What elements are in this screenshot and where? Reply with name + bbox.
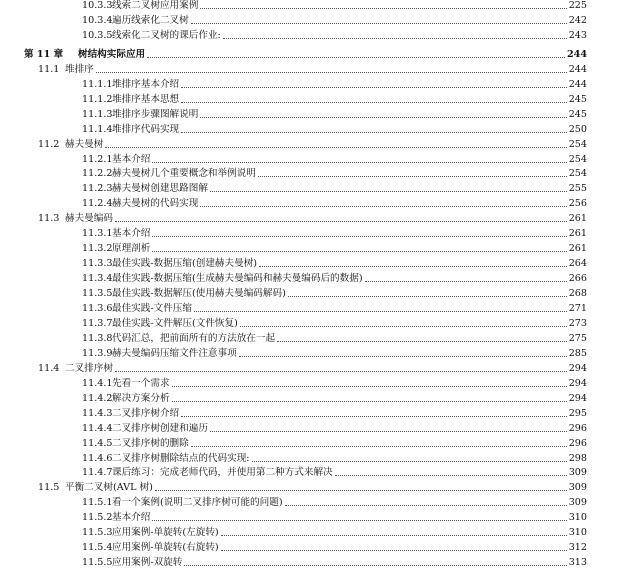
toc-entry-title: 树结构实际应用 xyxy=(78,48,146,60)
toc-dot-leader xyxy=(210,431,567,432)
toc-entry-title: 先看一个需求 xyxy=(112,377,170,389)
toc-entry-page-number: 256 xyxy=(568,198,587,210)
toc-dot-leader xyxy=(259,266,567,267)
toc-entry-page-number: 294 xyxy=(568,392,587,404)
toc-entry-number: 11.4.7 xyxy=(82,467,113,479)
toc-subsection-entry[interactable] xyxy=(82,420,587,435)
toc-subsection-entry[interactable] xyxy=(82,91,587,106)
toc-dot-leader xyxy=(152,162,566,163)
toc-entry-title: 最佳实践-文件解压(文件恢复) xyxy=(112,317,238,329)
toc-entry-number: 11.3.9 xyxy=(82,347,113,359)
toc-entry-page-number: 268 xyxy=(568,288,587,300)
toc-entry-page-number: 285 xyxy=(568,347,587,359)
toc-dot-leader xyxy=(96,72,567,73)
toc-entry-number: 11.5.4 xyxy=(82,542,113,554)
toc-entry-number: 11.1.4 xyxy=(82,123,113,135)
toc-dot-leader xyxy=(191,23,567,24)
toc-subsection-entry[interactable] xyxy=(82,270,587,285)
toc-entry-number: 10.3.5 xyxy=(82,29,113,41)
toc-entry-page-number: 254 xyxy=(568,168,587,180)
toc-entry-number: 11.3.1 xyxy=(82,228,113,240)
toc-entry-title: 赫夫曼编码 xyxy=(65,213,113,225)
toc-entry-title: 线索二叉树应用案例 xyxy=(112,0,199,11)
toc-dot-leader xyxy=(277,341,567,342)
toc-subsection-entry[interactable] xyxy=(82,330,587,345)
toc-entry-page-number: 298 xyxy=(568,452,587,464)
toc-subsection-entry[interactable] xyxy=(82,345,587,360)
toc-subsection-entry[interactable] xyxy=(82,450,587,465)
toc-dot-leader xyxy=(172,386,567,387)
toc-entry-title: 赫夫曼树创建思路图解 xyxy=(112,183,208,195)
toc-entry-number: 11.4.4 xyxy=(82,422,113,434)
toc-entry-number: 11.1.1 xyxy=(82,78,113,90)
toc-dot-leader xyxy=(181,87,567,88)
toc-dot-leader xyxy=(288,296,567,297)
toc-dot-leader xyxy=(335,475,567,476)
toc-entry-page-number: 243 xyxy=(568,29,587,41)
toc-entry-page-number: 309 xyxy=(568,467,587,479)
toc-dot-leader xyxy=(258,176,567,177)
toc-entry-number: 11.1 xyxy=(38,63,60,75)
toc-entry-number: 11.4.2 xyxy=(82,392,113,404)
toc-entry-number: 11.4 xyxy=(38,362,60,374)
toc-entry-title: 赫夫曼树的代码实现 xyxy=(112,198,199,210)
toc-dot-leader xyxy=(194,311,567,312)
toc-entry-page-number: 273 xyxy=(568,317,587,329)
toc-entry-page-number: 310 xyxy=(568,527,587,539)
toc-entry-page-number: 296 xyxy=(568,437,587,449)
toc-dot-leader xyxy=(200,206,566,207)
toc-subsection-entry[interactable] xyxy=(82,375,587,390)
toc-entry-number: 11.3.6 xyxy=(82,303,113,314)
toc-entry-page-number: 261 xyxy=(568,213,587,225)
toc-entry-title: 二叉排序树删除结点的代码实现: xyxy=(112,452,250,464)
toc-entry-number: 11.4.5 xyxy=(82,437,113,449)
toc-dot-leader xyxy=(191,446,567,447)
toc-entry-page-number: 275 xyxy=(568,332,587,344)
toc-entry-number: 11.3.8 xyxy=(82,332,113,344)
toc-entry-page-number: 250 xyxy=(568,123,587,135)
toc-entry-number: 11.5.1 xyxy=(82,497,113,509)
toc-dot-leader xyxy=(184,565,566,566)
toc-entry-page-number: 254 xyxy=(568,138,587,150)
toc-entry-number: 11.3.3 xyxy=(82,258,113,270)
toc-section-entry[interactable] xyxy=(38,479,587,494)
toc-subsection-entry[interactable] xyxy=(82,121,587,136)
toc-subsection-entry[interactable] xyxy=(82,285,587,300)
toc-entry-page-number: 266 xyxy=(568,273,587,285)
toc-entry-page-number: 254 xyxy=(568,153,587,165)
toc-entry-title: 最佳实践-数据解压(使用赫夫曼编码解码) xyxy=(112,288,286,300)
toc-entry-page-number: 242 xyxy=(568,14,587,26)
toc-dot-leader xyxy=(181,102,567,103)
toc-entry-page-number: 309 xyxy=(568,497,587,509)
toc-entry-page-number: 261 xyxy=(568,243,587,255)
toc-entry-title: 最佳实践-数据压缩(生成赫夫曼编码和赫夫曼编码后的数据) xyxy=(112,273,363,285)
toc-dot-leader xyxy=(200,8,566,9)
toc-dot-leader xyxy=(221,550,567,551)
toc-subsection-entry[interactable] xyxy=(82,106,587,121)
toc-chapter-entry[interactable] xyxy=(24,46,587,61)
toc-entry-title: 遍历线索化二叉树 xyxy=(112,14,189,26)
toc-entry-number: 11.4.6 xyxy=(82,452,113,464)
toc-entry-number: 11.3.2 xyxy=(82,243,113,255)
toc-entry-page-number: 244 xyxy=(568,63,587,75)
toc-dot-leader xyxy=(239,356,567,357)
toc-entry-number: 11.1.3 xyxy=(82,108,113,120)
toc-entry-page-number: 296 xyxy=(568,422,587,434)
toc-dot-leader xyxy=(152,236,566,237)
toc-dot-leader xyxy=(210,191,567,192)
toc-entry-title: 基本介绍 xyxy=(112,153,151,165)
toc-entry-title: 基本介绍 xyxy=(112,228,151,240)
toc-entry-page-number: 295 xyxy=(568,407,587,419)
toc-subsection-entry[interactable] xyxy=(82,539,587,554)
toc-dot-leader xyxy=(285,505,567,506)
toc-dot-leader xyxy=(155,490,567,491)
toc-entry-title: 堆排序代码实现 xyxy=(112,123,180,135)
toc-subsection-entry[interactable] xyxy=(82,300,587,315)
toc-dot-leader xyxy=(221,535,567,536)
toc-dot-leader xyxy=(252,461,567,462)
toc-entry-number: 11.4.1 xyxy=(82,377,113,389)
toc-subsection-entry[interactable] xyxy=(82,225,587,240)
toc-entry-title: 应用案例-双旋转 xyxy=(112,557,183,569)
toc-entry-page-number: 309 xyxy=(568,482,587,494)
toc-section-entry[interactable] xyxy=(38,136,587,151)
toc-entry-title: 赫夫曼树 xyxy=(65,138,104,150)
toc-entry-page-number: 244 xyxy=(568,78,587,90)
toc-dot-leader xyxy=(152,520,566,521)
toc-entry-title: 解决方案分析 xyxy=(112,392,170,404)
toc-entry-title: 代码汇总，把前面所有的方法放在一起 xyxy=(112,332,276,344)
toc-entry-page-number: 255 xyxy=(568,183,587,195)
toc-entry-title: 最佳实践-文件压缩 xyxy=(112,303,192,314)
toc-entry-number: 11.4.3 xyxy=(82,407,113,419)
toc-subsection-entry[interactable] xyxy=(82,405,587,420)
toc-entry-number: 11.3.5 xyxy=(82,288,113,300)
toc-entry-title: 最佳实践-数据压缩(创建赫夫曼树) xyxy=(112,258,258,270)
toc-entry-number: 11.5.5 xyxy=(82,557,113,569)
toc-entry-title: 堆排序步骤图解说明 xyxy=(112,108,199,120)
toc-subsection-entry[interactable] xyxy=(82,494,587,509)
toc-section-entry[interactable] xyxy=(38,360,587,375)
toc-subsection-entry[interactable] xyxy=(82,554,587,569)
toc-dot-leader xyxy=(115,221,567,222)
toc-entry-page-number: 245 xyxy=(568,93,587,105)
toc-section-entry[interactable] xyxy=(38,61,587,76)
toc-subsection-entry[interactable] xyxy=(82,315,587,330)
toc-subsection-entry[interactable] xyxy=(82,27,587,42)
toc-entry-number: 11.2.2 xyxy=(82,168,113,180)
toc-entry-title: 应用案例-单旋转(右旋转) xyxy=(112,542,219,554)
toc-entry-number: 第 11 章 xyxy=(24,48,64,60)
toc-entry-title: 平衡二叉树(AVL 树) xyxy=(65,482,153,494)
toc-subsection-entry[interactable] xyxy=(82,151,587,166)
toc-subsection-entry[interactable] xyxy=(82,180,587,195)
toc-entry-title: 线索化二叉树的课后作业: xyxy=(112,29,221,41)
toc-dot-leader xyxy=(200,117,566,118)
toc-entry-number: 11.3.7 xyxy=(82,317,113,329)
toc-subsection-entry[interactable] xyxy=(82,464,587,479)
toc-entry-number: 11.2.3 xyxy=(82,183,113,195)
toc-dot-leader xyxy=(365,281,567,282)
toc-dot-leader xyxy=(172,401,567,402)
toc-dot-leader xyxy=(105,147,566,148)
toc-subsection-entry[interactable] xyxy=(82,390,587,405)
toc-entry-title: 课后练习：完成老师代码，并使用第二种方式来解决 xyxy=(112,467,333,479)
toc-subsection-entry[interactable] xyxy=(82,524,587,539)
toc-entry-title: 堆排序 xyxy=(65,63,94,75)
toc-subsection-entry[interactable] xyxy=(82,435,587,450)
toc-entry-title: 二叉排序树创建和遍历 xyxy=(112,422,208,434)
toc-subsection-entry[interactable] xyxy=(82,509,587,524)
toc-entry-number: 10.3.4 xyxy=(82,14,113,26)
toc-entry-number: 11.5.3 xyxy=(82,527,113,539)
toc-entry-number: 11.5 xyxy=(38,482,60,494)
toc-entry-page-number: 264 xyxy=(568,258,587,270)
toc-dot-leader xyxy=(223,38,567,39)
toc-entry-title: 堆排序基本思想 xyxy=(112,93,180,105)
toc-entry-number: 11.5.2 xyxy=(82,512,113,524)
toc-entry-number: 10.3.3 xyxy=(82,0,113,11)
toc-dot-leader xyxy=(240,326,567,327)
toc-entry-number: 11.2.1 xyxy=(82,153,113,165)
toc-entry-title: 原理剖析 xyxy=(112,243,151,255)
toc-dot-leader xyxy=(181,416,567,417)
toc-entry-page-number: 310 xyxy=(568,512,587,524)
toc-entry-number: 11.2.4 xyxy=(82,198,113,210)
toc-entry-page-number: 294 xyxy=(568,377,587,389)
toc-entry-number: 11.2 xyxy=(38,138,60,150)
toc-entry-number: 11.3.4 xyxy=(82,273,113,285)
toc-entry-title: 赫夫曼编码压缩文件注意事项 xyxy=(112,347,237,359)
toc-entry-page-number: 271 xyxy=(568,303,587,314)
toc-subsection-entry[interactable] xyxy=(82,255,587,270)
toc-entry-title: 二叉排序树 xyxy=(65,362,113,374)
toc-entry-page-number: 313 xyxy=(568,557,587,569)
toc-subsection-entry[interactable] xyxy=(82,165,587,180)
toc-dot-leader xyxy=(115,371,567,372)
toc-entry-title: 堆排序基本介绍 xyxy=(112,78,180,90)
toc-subsection-entry[interactable] xyxy=(82,195,587,210)
toc-entry-title: 二叉排序树介绍 xyxy=(112,407,180,419)
toc-entry-title: 看一个案例(说明二叉排序树可能的问题) xyxy=(112,497,283,509)
toc-entry-number: 11.1.2 xyxy=(82,93,113,105)
toc-dot-leader xyxy=(181,132,567,133)
toc-entry-title: 赫夫曼树几个重要概念和举例说明 xyxy=(112,168,256,180)
toc-dot-leader xyxy=(147,57,565,58)
toc-entry-page-number: 312 xyxy=(568,542,587,554)
toc-subsection-entry[interactable] xyxy=(82,76,587,91)
toc-entry-number: 11.3 xyxy=(38,213,60,225)
toc-subsection-entry[interactable] xyxy=(82,12,587,27)
toc-entry-title: 应用案例-单旋转(左旋转) xyxy=(112,527,219,539)
toc-dot-leader xyxy=(152,251,566,252)
toc-entry-page-number: 261 xyxy=(568,228,587,240)
toc-entry-title: 基本介绍 xyxy=(112,512,151,524)
toc-entry-title: 二叉排序树的删除 xyxy=(112,437,189,449)
toc-section-entry[interactable] xyxy=(38,210,587,225)
toc-entry-page-number: 245 xyxy=(568,108,587,120)
toc-entry-page-number: 244 xyxy=(566,48,587,60)
toc-entry-page-number: 225 xyxy=(568,0,587,11)
toc-subsection-entry[interactable] xyxy=(82,0,587,12)
toc-entry-page-number: 294 xyxy=(568,362,587,374)
toc-subsection-entry[interactable] xyxy=(82,240,587,255)
